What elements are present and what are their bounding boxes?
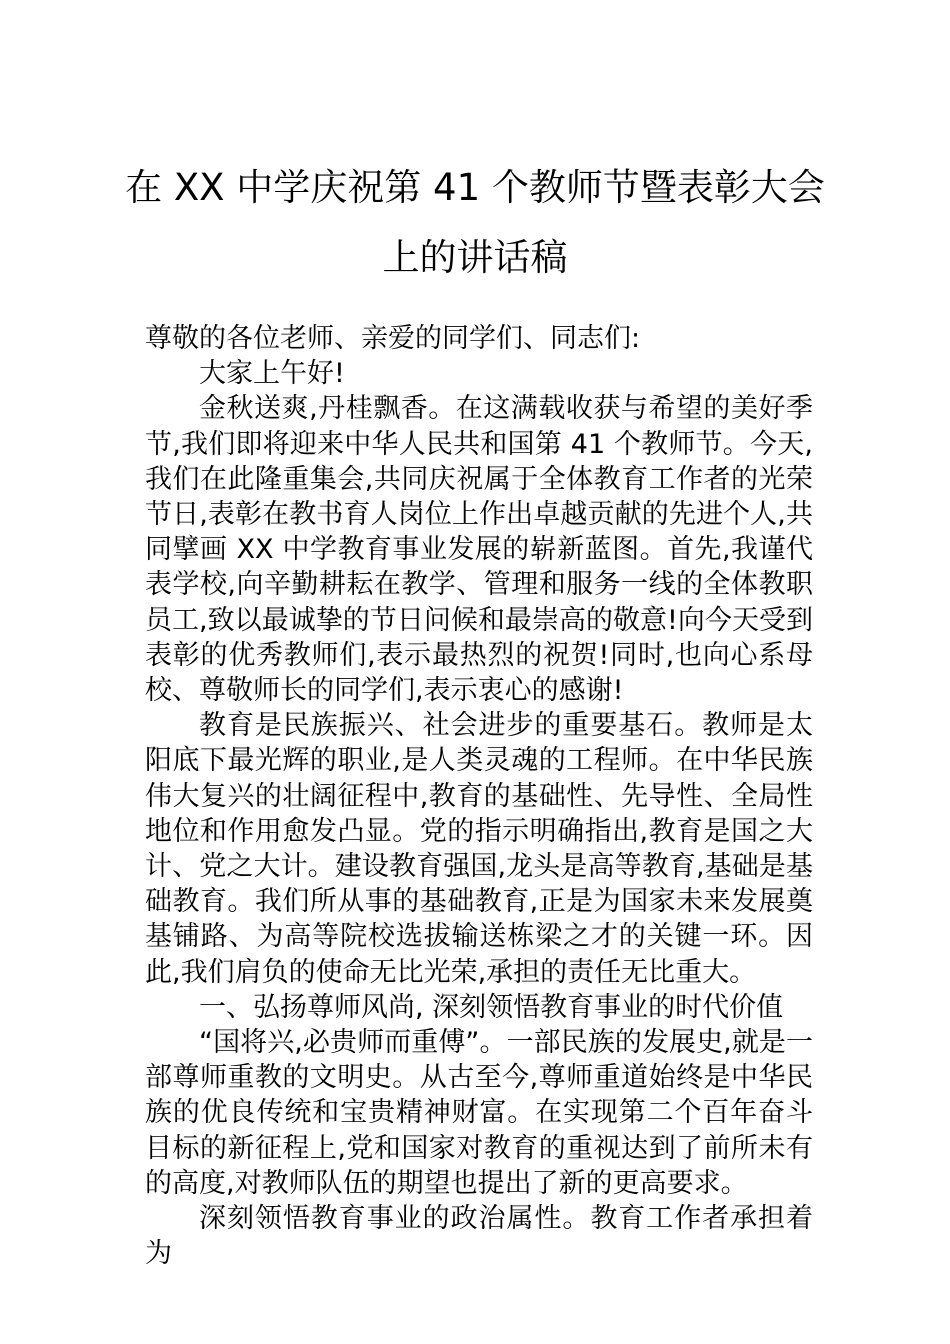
greeting: 大家上午好!	[199, 358, 345, 390]
paragraph-education-importance: 教育是民族振兴、社会进步的重要基石。教师是太阳底下最光辉的职业,是人类灵魂的工程师。在中华民族伟大复兴的壮阔征程中,教育的基础性、先导性、全局性地位和作用愈发凸显。党的指示明确指出,教育是国之大计、党之大计。建设教育强国,龙头是高等教育,基础是基础教育。我们所从事的基础教育,正是为国家未来发展奠基铺路、为高等院校选拔输送栋梁之才的关键一环。因此,我们肩负的使命无比光荣,承担的责任无比重大。	[145, 710, 813, 988]
document-body	[145, 321, 813, 1271]
paragraph-political-attribute: 深刻领悟教育事业的政治属性。教育工作者承担着为	[145, 1203, 813, 1270]
paragraph-autumn-greeting: 金秋送爽,丹桂飘香。在这满载收获与希望的美好季节,我们即将迎来中华人民共和国第 41 个教师节。今天,我们在此隆重集会,共同庆祝属于全体教育工作者的光荣节日,表彰在教书育人岗位上作出卓越贡献的先进个人,共同擘画 XX 中学教育事业发展的崭新蓝图。首先,我谨代表学校,向辛勤耕耘在教学、管理和服务一线的全体教职员工,致以最诚挚的节日问候和最崇高的敬意!向今天受到表彰的优秀教师们,表示最热烈的祝贺!同时,也向心系母校、尊敬师长的同学们,表示衷心的感谢!	[145, 393, 813, 707]
document-title-line-2: 上的讲话稿	[382, 236, 568, 279]
section-1-heading: 一、弘扬尊师风尚, 深刻领悟教育事业的时代价值	[199, 991, 784, 1023]
paragraph-respect-teachers: “国将兴,必贵师而重傅”。一部民族的发展史,就是一部尊师重教的文明史。从古至今,尊师重道始终是中华民族的优良传统和宝贵精神财富。在实现第二个百年奋斗目标的新征程上,党和国家对教育的重视达到了前所未有的高度,对教师队伍的期望也提出了新的更高要求。	[145, 1027, 813, 1199]
document-title-line-1: 在 XX 中学庆祝第 41 个教师节暨表彰大会	[125, 166, 825, 209]
salutation: 尊敬的各位老师、亲爱的同学们、同志们:	[145, 323, 641, 354]
